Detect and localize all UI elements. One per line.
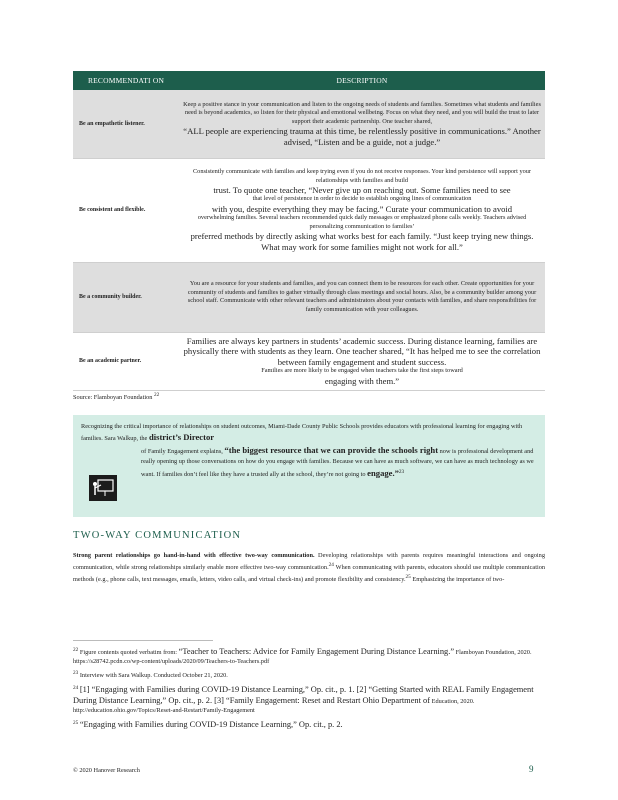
paragraph-text: Emphasizing the importance of two- (412, 575, 505, 583)
source-footnote-ref[interactable]: 22 (153, 392, 160, 398)
section-title: TWO-WAY COMMUNICATION (73, 530, 242, 541)
footnote-number: 22 (73, 646, 79, 653)
footnote-text: Interview with Sara Walkup. Conducted October 21, 2020. (79, 671, 228, 679)
callout-text (81, 422, 537, 480)
footnote (73, 684, 553, 716)
table-row (73, 90, 545, 158)
recommendations-table (73, 71, 545, 391)
paragraph-text: When communicating with parents, educators should use multiple communication methods (e.g., phone calls, text messages, emails, letters, video calls, and virtual check-ins) and promote flexibility and consistency. (73, 563, 545, 583)
description-quote: engaging with them.” (324, 375, 400, 386)
source-text: Source: Flamboyan Foundation (73, 394, 153, 402)
recommendation-cell: Be an academic partner. (73, 332, 179, 390)
footnote-ref[interactable]: 24 (328, 561, 334, 568)
footnote (73, 670, 553, 681)
description-text: Consistently communicate with families and keep trying even if you do not receive responses. Your kind persistence will support your relationships with families and build (192, 168, 532, 184)
table-header-row (73, 71, 545, 90)
recommendation-cell: Be a community builder. (73, 262, 179, 332)
body-paragraph (73, 551, 545, 584)
footnote-number: 23 (73, 669, 79, 676)
description-text: Keep a positive stance in your communication and listen to the ongoing needs of students and families. Sometimes what students and families need is beyond academics, so listen for their physical and emotional wellbeing. Focus on what they need, and you will build the trust to later support their academic partnership. One teacher shared, (183, 100, 541, 125)
page-number: 9 (529, 764, 534, 774)
table-row (73, 262, 545, 332)
footnote-link[interactable]: Flamboyan Foundation, 2020. https://s28742.pcdn.co/wp-content/uploads/2020/09/Teachers-to-Teachers.pdf (73, 649, 532, 665)
description-cell (179, 90, 545, 158)
callout-box (73, 415, 545, 517)
callout-emphasis: district’s Director (148, 432, 215, 443)
presentation-icon (89, 475, 117, 501)
description-text: Families are more likely to be engaged when teachers take the first steps toward (261, 367, 463, 375)
footnote (73, 719, 553, 731)
footnote (73, 646, 553, 667)
description-quote: trust. To quote one teacher, “Never give up on reaching out. Some families need to see (213, 185, 511, 196)
description-quote: preferred methods by directly asking what works best for each family. “Just keep trying new things. What may work for some families might not work for all.” (190, 231, 534, 252)
description-cell (179, 158, 545, 262)
recommendation-cell: Be an empathetic listener. (73, 90, 179, 158)
page-footer: © 2020 Hanover Research (73, 767, 140, 774)
callout-indented-text (81, 444, 537, 479)
recommendation-cell: Be consistent and flexible. (73, 158, 179, 262)
footnote-number: 24 (73, 684, 79, 691)
paragraph-lead: Strong parent relationships go hand-in-hand with effective two-way communication. (73, 552, 315, 559)
footnote-ref[interactable]: 25 (405, 573, 411, 580)
description-text: that level of persistence in order to decide to establish ongoing lines of communication (252, 195, 472, 203)
callout-text-part: now is professional development and really opening up those conversations on how do you engage with families. Because we can have as much software, we can have as much technology as we want. If families don’t feel like they have a trusted ally at the school, they’re not going to (141, 448, 534, 478)
footnote-divider (73, 640, 213, 641)
callout-quote: “the biggest resource that we can provide the schools right (224, 445, 439, 456)
footnote-title: “Teacher to Teachers: Advice for Family Engagement During Distance Learning.” (178, 647, 455, 656)
footnote-number: 25 (73, 719, 79, 726)
table-source (73, 392, 159, 401)
description-cell: You are a resource for your students and families, and you can connect them to be resources for each other. Create opportunities for your community of students and families to gather virtually through class meetings and social hours. Also, be a community builder among your school staff. Communicate with other relevant teachers and administrators about your contacts with families, and share responsibilities for family communication with your colleagues. (179, 262, 545, 332)
footnotes (73, 646, 553, 734)
callout-text-part: of Family Engagement explains, (141, 448, 223, 456)
footnote-link[interactable]: Education, 2020. http://education.ohio.gov/Topics/Reset-and-Restart/Family-Engagement (73, 698, 475, 715)
header-recommendation: RECOMMENDATI ON (73, 71, 179, 90)
callout-text-part: Recognizing the critical importance of relationships on student outcomes, Miami-Dade County Public Schools provides educators with professional learning for engaging with families. Sara Walkup, the (81, 423, 523, 443)
footnote-title: [1] “Engaging with Families during COVID-19 Distance Learning,” Op. cit., p. 1. [2] “Getting Started with REAL Family Engagement During Distance Learning,” Op. cit., p. 2. [3] “Family Engagement: Reset and Restart Ohio Department of (73, 684, 534, 706)
description-cell (179, 332, 545, 390)
description-quote: Families are always key partners in students’ academic success. During distance learning, families are physically there with students as they learn. One teacher shared, “It has helped me to see the correlation between family engagement and student success. (183, 336, 541, 367)
callout-footnote-ref[interactable]: 23 (398, 468, 405, 475)
table-row (73, 158, 545, 262)
footnote-text: Figure contents quoted verbatim from: (79, 649, 178, 656)
callout-emphasis: engage.” (367, 467, 399, 478)
header-description: DESCRIPTION (179, 71, 545, 90)
paragraph-text: Developing relationships with parents requires meaningful interactions and ongoing communication, while strong relationships similarly enable more effective two-way communication. (73, 552, 545, 571)
description-quote: with you, despite everything they may be facing.” Curate your communication to avoid (211, 203, 513, 214)
description-text: overwhelming families. Several teachers recommended quick daily messages or emphasized phone calls weekly. Teachers advised personalizing communication to families’ (197, 214, 527, 230)
table-row (73, 332, 545, 390)
footnote-title: “Engaging with Families during COVID-19 Distance Learning,” Op. cit., p. 2. (79, 719, 343, 729)
description-quote: “ALL people are experiencing trauma at this time, be relentlessly positive in communications.” Another advised, “Listen and be a guide, not a judge.” (183, 126, 541, 147)
